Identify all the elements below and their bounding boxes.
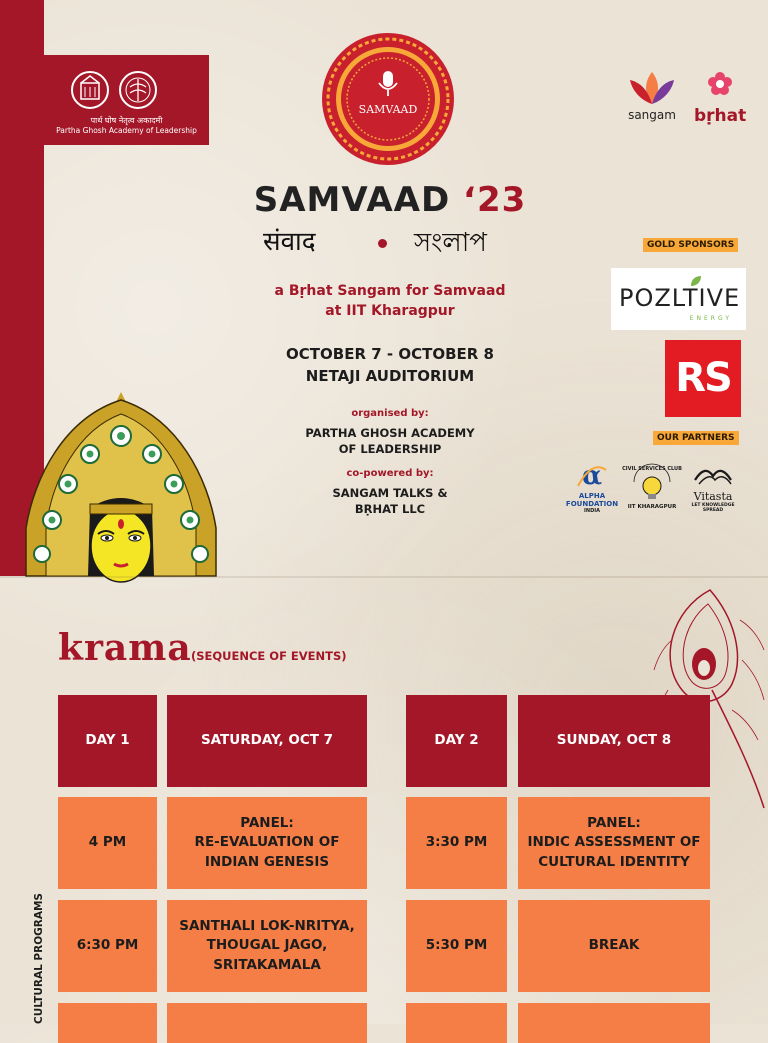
institute-name-english: Partha Ghosh Academy of Leadership	[56, 126, 197, 135]
day1-label: DAY 1	[58, 695, 157, 787]
samvaad-logo	[319, 32, 457, 166]
goddess-illustration	[24, 388, 218, 576]
sangam-lotus-icon	[626, 70, 678, 106]
brhat-label: bṛhat	[694, 106, 747, 126]
sangam-logo	[626, 70, 678, 122]
pozitive-logo	[611, 268, 746, 330]
dates-text: OCTOBER 7 - OCTOBER 8	[286, 345, 494, 363]
day2-row1-time: 3:30 PM	[406, 797, 507, 889]
sangam-label: sangam	[628, 108, 676, 122]
pozitive-text: POZLTIVE	[619, 284, 741, 312]
rs-logo: RS	[665, 340, 741, 417]
day1-row2-time: 6:30 PM	[58, 900, 157, 992]
day1-row1-time: 4 PM	[58, 797, 157, 889]
copowered-2: BṚHAT LLC	[354, 502, 426, 516]
vitasta-sub: LET KNOWLEDGE SPREAD	[691, 503, 735, 513]
day2-row1-event: PANEL: INDIC ASSESSMENT OF CULTURAL IDENTITY	[518, 797, 710, 889]
copowered-1: SANGAM TALKS &	[332, 486, 448, 500]
day1-date: SATURDAY, OCT 7	[167, 695, 367, 787]
alpha-icon	[572, 460, 612, 490]
tagline-2: at IIT Kharagpur	[325, 303, 455, 319]
cultural-programs-label	[33, 893, 47, 1024]
alpha-foundation-logo	[563, 460, 621, 514]
organiser-2: OF LEADERSHIP	[338, 442, 442, 456]
alpha-name: ALPHA FOUNDATION	[565, 492, 619, 508]
day1-row3-event	[167, 1003, 367, 1043]
copowered-label: co-powered by:	[346, 468, 434, 479]
vitasta-logo	[682, 460, 744, 513]
separator-dot	[378, 239, 387, 248]
subtitle-hindi: संवाद	[263, 227, 316, 257]
brhat-flower-icon	[694, 70, 746, 100]
civil-services-club-logo	[624, 462, 680, 510]
organised-by	[230, 408, 550, 457]
institute-logo	[44, 55, 209, 145]
schedule-title: krama	[58, 627, 192, 669]
subtitle-scripts	[230, 222, 550, 262]
day1-row3-time	[58, 1003, 157, 1043]
pozitive-sub: ENERGY	[689, 315, 732, 322]
institute-name-hindi: पार्थ घोष नेतृत्व अकादमी	[90, 116, 163, 125]
day2-row2-event: BREAK	[518, 900, 710, 992]
side-label-text: CULTURAL PROGRAMS	[33, 893, 45, 1024]
organiser-1: PARTHA GHOSH ACADEMY	[305, 426, 475, 440]
day2-label: DAY 2	[406, 695, 507, 787]
vitasta-name: Vitasta	[693, 490, 733, 503]
iit-emblem-icon	[70, 69, 110, 111]
club-name: CIVIL SERVICES CLUB	[622, 466, 682, 472]
organised-label: organised by:	[351, 408, 429, 419]
leaf-icon	[689, 274, 703, 288]
club-sub: IIT KHARAGPUR	[627, 504, 677, 510]
tagline-1: a Bṛhat Sangam for Samvaad	[274, 283, 506, 299]
academy-emblem-icon	[118, 69, 158, 111]
subtitle-bengali: সংলাপ	[414, 228, 487, 258]
event-title	[230, 180, 550, 220]
day2-row2-time: 5:30 PM	[406, 900, 507, 992]
bulb-icon	[622, 462, 682, 502]
title-main: SAMVAAD	[253, 180, 451, 220]
day1-row2-event: SANTHALI LOK-NRITYA, THOUGAL JAGO, SRITAKAMALA	[167, 900, 367, 992]
co-powered-by	[230, 468, 550, 517]
schedule-subtitle: (SEQUENCE OF EVENTS)	[191, 649, 347, 663]
logo-text: SAMVAAD	[358, 103, 418, 116]
partners-label: OUR PARTNERS	[653, 431, 739, 445]
gold-sponsors-label: GOLD SPONSORS	[643, 238, 738, 252]
section-divider	[0, 576, 768, 578]
tagline	[230, 281, 550, 321]
day2-row3-event	[518, 1003, 710, 1043]
day2-row3-time	[406, 1003, 507, 1043]
event-dates	[230, 343, 550, 387]
day1-row1-event: PANEL: RE-EVALUATION OF INDIAN GENESIS	[167, 797, 367, 889]
title-year: ‘23	[463, 180, 527, 220]
alpha-sub: INDIA	[584, 508, 600, 514]
venue-text: NETAJI AUDITORIUM	[305, 367, 475, 385]
day2-date: SUNDAY, OCT 8	[518, 695, 710, 787]
brhat-logo	[694, 70, 746, 126]
vitasta-wave-icon	[691, 460, 735, 488]
svg-text:α: α	[581, 461, 603, 491]
